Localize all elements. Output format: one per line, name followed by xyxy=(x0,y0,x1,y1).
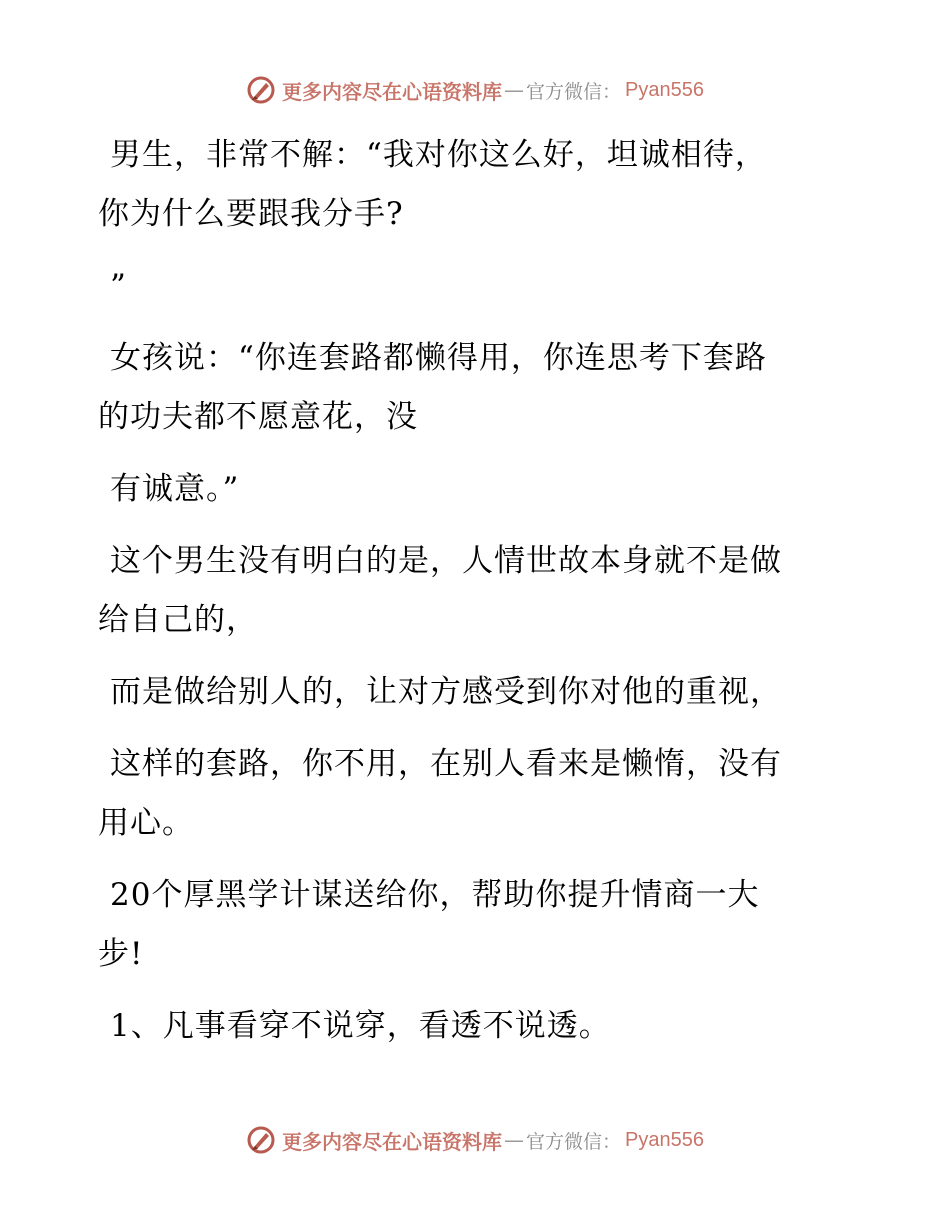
text-line: 用心。 xyxy=(98,805,194,841)
text-line: 20个厚黑学计谋送给你，帮助你提升情商一大 xyxy=(110,877,760,913)
paragraph xyxy=(98,866,838,984)
paragraph xyxy=(98,735,838,853)
text-line: 步! xyxy=(98,936,144,972)
watermark-wechat-id: Pyan556 xyxy=(625,78,704,101)
text-line: 你为什么要跟我分手? xyxy=(98,196,404,232)
watermark-title: 更多内容尽在心语资料库 xyxy=(282,1129,502,1154)
text-line: 有诚意。” xyxy=(110,471,240,507)
text-line: 给自己的， xyxy=(98,602,258,638)
text-line: 女孩说：“你连套路都懒得用，你连思考下套路 xyxy=(110,340,767,376)
paragraph xyxy=(98,257,838,316)
watermark-header xyxy=(0,70,950,110)
pen-nib-logo-icon xyxy=(246,1125,276,1155)
paragraph xyxy=(98,460,838,519)
text-line: 的功夫都不愿意花，没 xyxy=(98,399,418,435)
paragraph xyxy=(98,532,838,650)
watermark-wechat-id: Pyan556 xyxy=(625,1128,704,1151)
text-line: 这个男生没有明白的是，人情世故本身就不是做 xyxy=(110,543,782,579)
watermark-title: 更多内容尽在心语资料库 xyxy=(282,79,502,104)
watermark-wechat-label: 官方微信： xyxy=(526,1130,622,1153)
paragraph xyxy=(98,997,838,1056)
watermark-dash: — xyxy=(504,1128,524,1152)
text-line: ” xyxy=(110,268,127,304)
paragraph xyxy=(98,329,838,447)
watermark-dash: — xyxy=(504,78,524,102)
watermark-footer xyxy=(0,1120,950,1160)
text-line: 1、凡事看穿不说穿，看透不说透。 xyxy=(110,1008,611,1044)
pen-nib-logo-icon xyxy=(246,75,276,105)
text-line: 而是做给别人的，让对方感受到你对他的重视， xyxy=(110,674,782,710)
watermark-wechat-label: 官方微信： xyxy=(526,80,622,103)
paragraph xyxy=(98,663,838,722)
paragraph xyxy=(98,126,838,244)
document-body xyxy=(98,126,838,1069)
text-line: 这样的套路，你不用，在别人看来是懒惰，没有 xyxy=(110,746,782,782)
text-line: 男生，非常不解：“我对你这么好，坦诚相待， xyxy=(110,137,767,173)
